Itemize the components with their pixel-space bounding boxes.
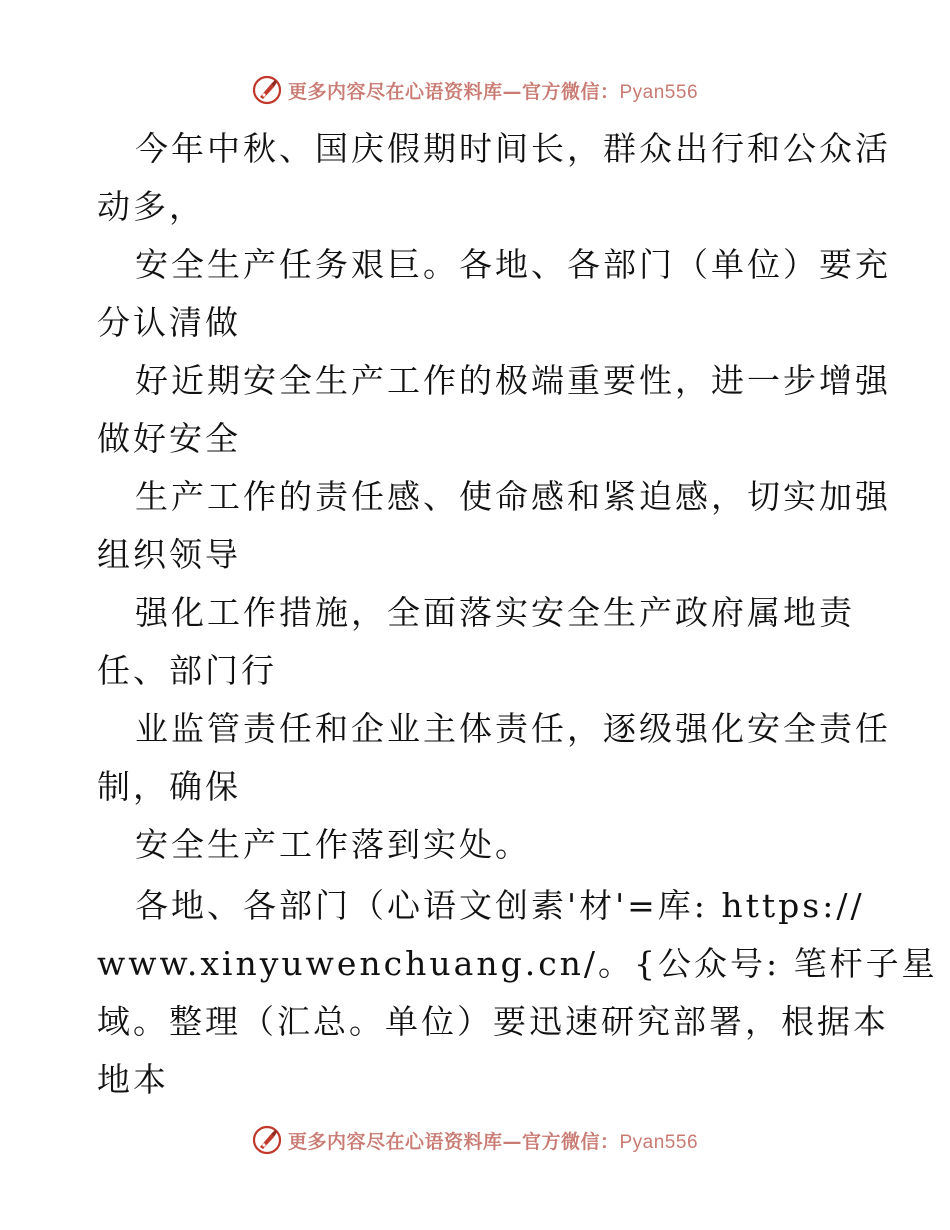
body-line: 域。整理（汇总。单位）要迅速研究部署，根据本: [97, 1002, 889, 1041]
body-line: 业监管责任和企业主体责任，逐级强化安全责任: [135, 709, 891, 748]
body-line: 制，确保: [97, 767, 241, 806]
body-line: 生产工作的责任感、使命感和紧迫感，切实加强: [135, 477, 891, 516]
body-line: 今年中秋、国庆假期时间长，群众出行和公众活: [135, 129, 891, 168]
header-banner-text: 更多内容尽在心语资料库—官方微信：Pyan556: [287, 80, 699, 103]
body-line: 强化工作措施，全面落实安全生产政府属地责: [135, 593, 855, 632]
body-line: 做好安全: [97, 419, 241, 458]
body-line: 动多，: [97, 187, 205, 226]
pen-nib-logo-icon: [252, 1125, 282, 1155]
body-line: 地本: [97, 1060, 169, 1099]
pen-nib-logo-icon: [252, 75, 282, 105]
body-line: 好近期安全生产工作的极端重要性，进一步增强: [135, 361, 891, 400]
footer-banner-text: 更多内容尽在心语资料库—官方微信：Pyan556: [287, 1130, 699, 1153]
footer-banner: [0, 1122, 950, 1158]
body-line: www.xinyuwenchuang.cn/。{公众号: 笔杆子星: [97, 944, 938, 983]
body-line: 任、部门行: [97, 651, 277, 690]
body-line: 安全生产工作落到实处。: [135, 825, 531, 864]
body-line: 安全生产任务艰巨。各地、各部门（单位）要充: [135, 245, 891, 284]
body-line: 组织领导: [97, 535, 241, 574]
body-line: 分认清做: [97, 303, 241, 342]
body-line: 各地、各部门（心语文创素'材'=库: https://: [135, 886, 865, 925]
header-banner: [0, 72, 950, 108]
